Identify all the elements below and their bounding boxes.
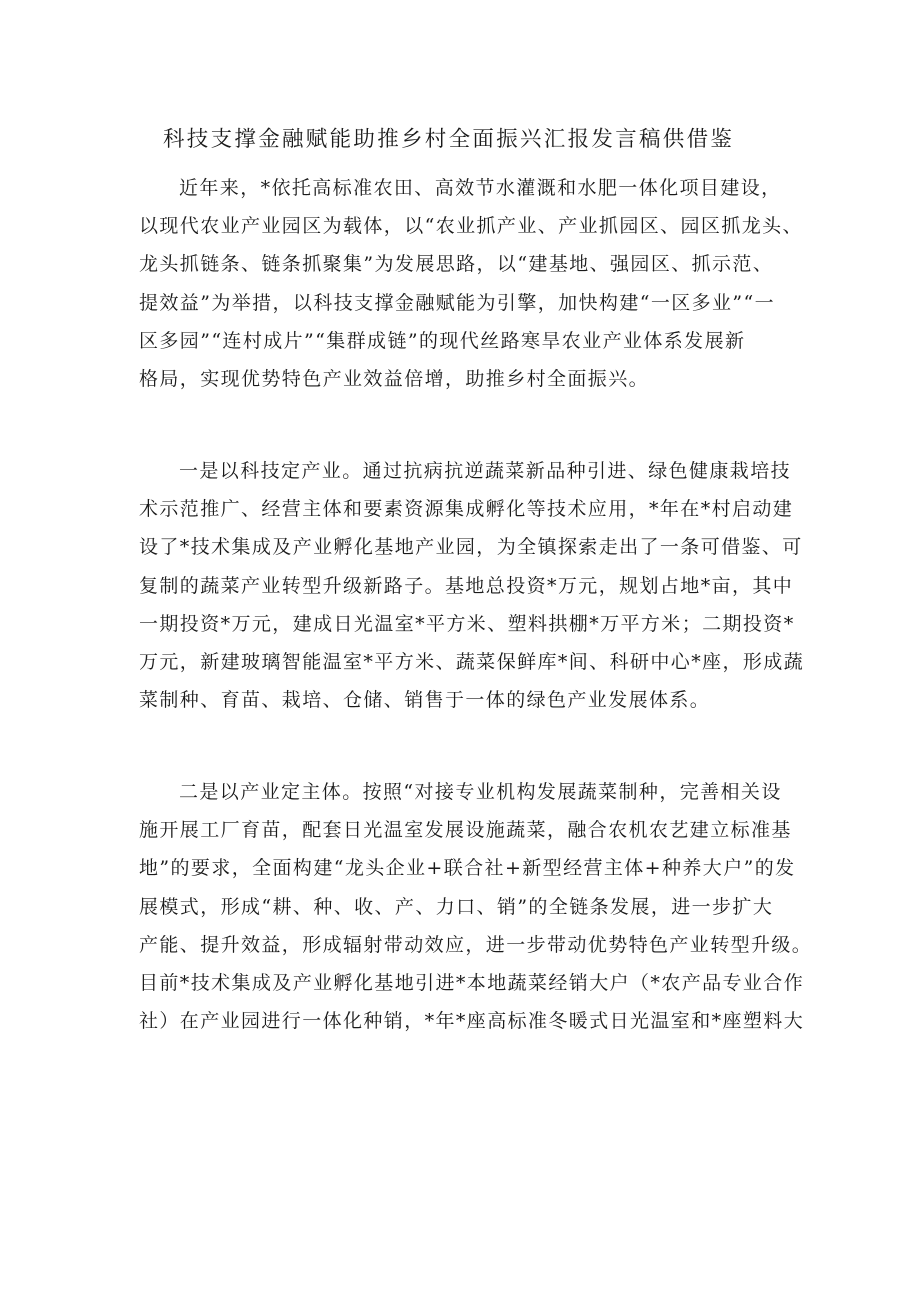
paragraph-tech-industry: [139, 452, 805, 719]
text-line: 社）在产业园进行一体化种销，*年*座高标准冬暖式日光温室和*座塑料大: [139, 1010, 805, 1033]
text-line: 地”的要求，全面构建“龙头企业+联合社+新型经营主体+种养大户”的发: [139, 857, 796, 880]
text-line: 产能、提升效益，形成辐射带动效应，进一步带动优势特色产业转型升级。: [139, 933, 813, 956]
text-line: 复制的蔬菜产业转型升级新路子。基地总投资*万元，规划占地*亩，其中: [139, 574, 794, 597]
paragraph-industry-subject: [139, 773, 813, 1040]
paragraph-intro: [139, 169, 803, 398]
text-line: 菜制种、育苗、栽培、仓储、销售于一体的绿色产业发展体系。: [139, 689, 711, 712]
text-line: 以现代农业产业园区为载体，以“农业抓产业、产业抓园区、园区抓龙头、: [139, 215, 803, 238]
text-line: 二是以产业定主体。按照“对接专业机构发展蔬菜制种，完善相关设: [179, 781, 782, 803]
text-line: 施开展工厂育苗，配套日光温室发展设施蔬菜，融合农机农艺建立标准基: [139, 819, 792, 842]
text-line: 提效益”为举措，以科技支撑金融赋能为引擎，加快构建“一区多业”“一: [139, 291, 776, 314]
text-line: 目前*技术集成及产业孵化基地引进*本地蔬菜经销大户（*农产品专业合作: [139, 971, 805, 994]
text-line: 术示范推广、经营主体和要素资源集成孵化等技术应用，*年在*村启动建: [139, 498, 794, 521]
text-line: 龙头抓链条、链条抓聚集”为发展思路，以“建基地、强园区、抓示范、: [139, 253, 774, 276]
text-line: 格局，实现优势特色产业效益倍增，助推乡村全面振兴。: [139, 367, 650, 390]
document-title: 科技支撑金融赋能助推乡村全面振兴汇报发言稿供借鉴: [163, 127, 735, 152]
text-line: 一是以科技定产业。通过抗病抗逆蔬菜新品种引进、绿色健康栽培技: [179, 460, 792, 482]
text-line: 区多园”“连村成片”“集群成链”的现代丝路寒旱农业产业体系发展新: [139, 329, 746, 352]
text-line: 近年来，*依托高标准农田、高效节水灌溉和水肥一体化项目建设，: [179, 177, 782, 199]
text-line: 展模式，形成“耕、种、收、产、力口、销”的全链条发展，进一步扩大: [139, 895, 774, 918]
text-line: 万元，新建玻璃智能温室*平方米、蔬菜保鲜库*间、科研中心*座，形成蔬: [139, 650, 805, 673]
text-line: 设了*技术集成及产业孵化基地产业园，为全镇探索走出了一条可借鉴、可: [139, 536, 803, 559]
text-line: 一期投资*万元，建成日光温室*平方米、塑料拱棚*万平方米；二期投资*: [139, 612, 795, 635]
